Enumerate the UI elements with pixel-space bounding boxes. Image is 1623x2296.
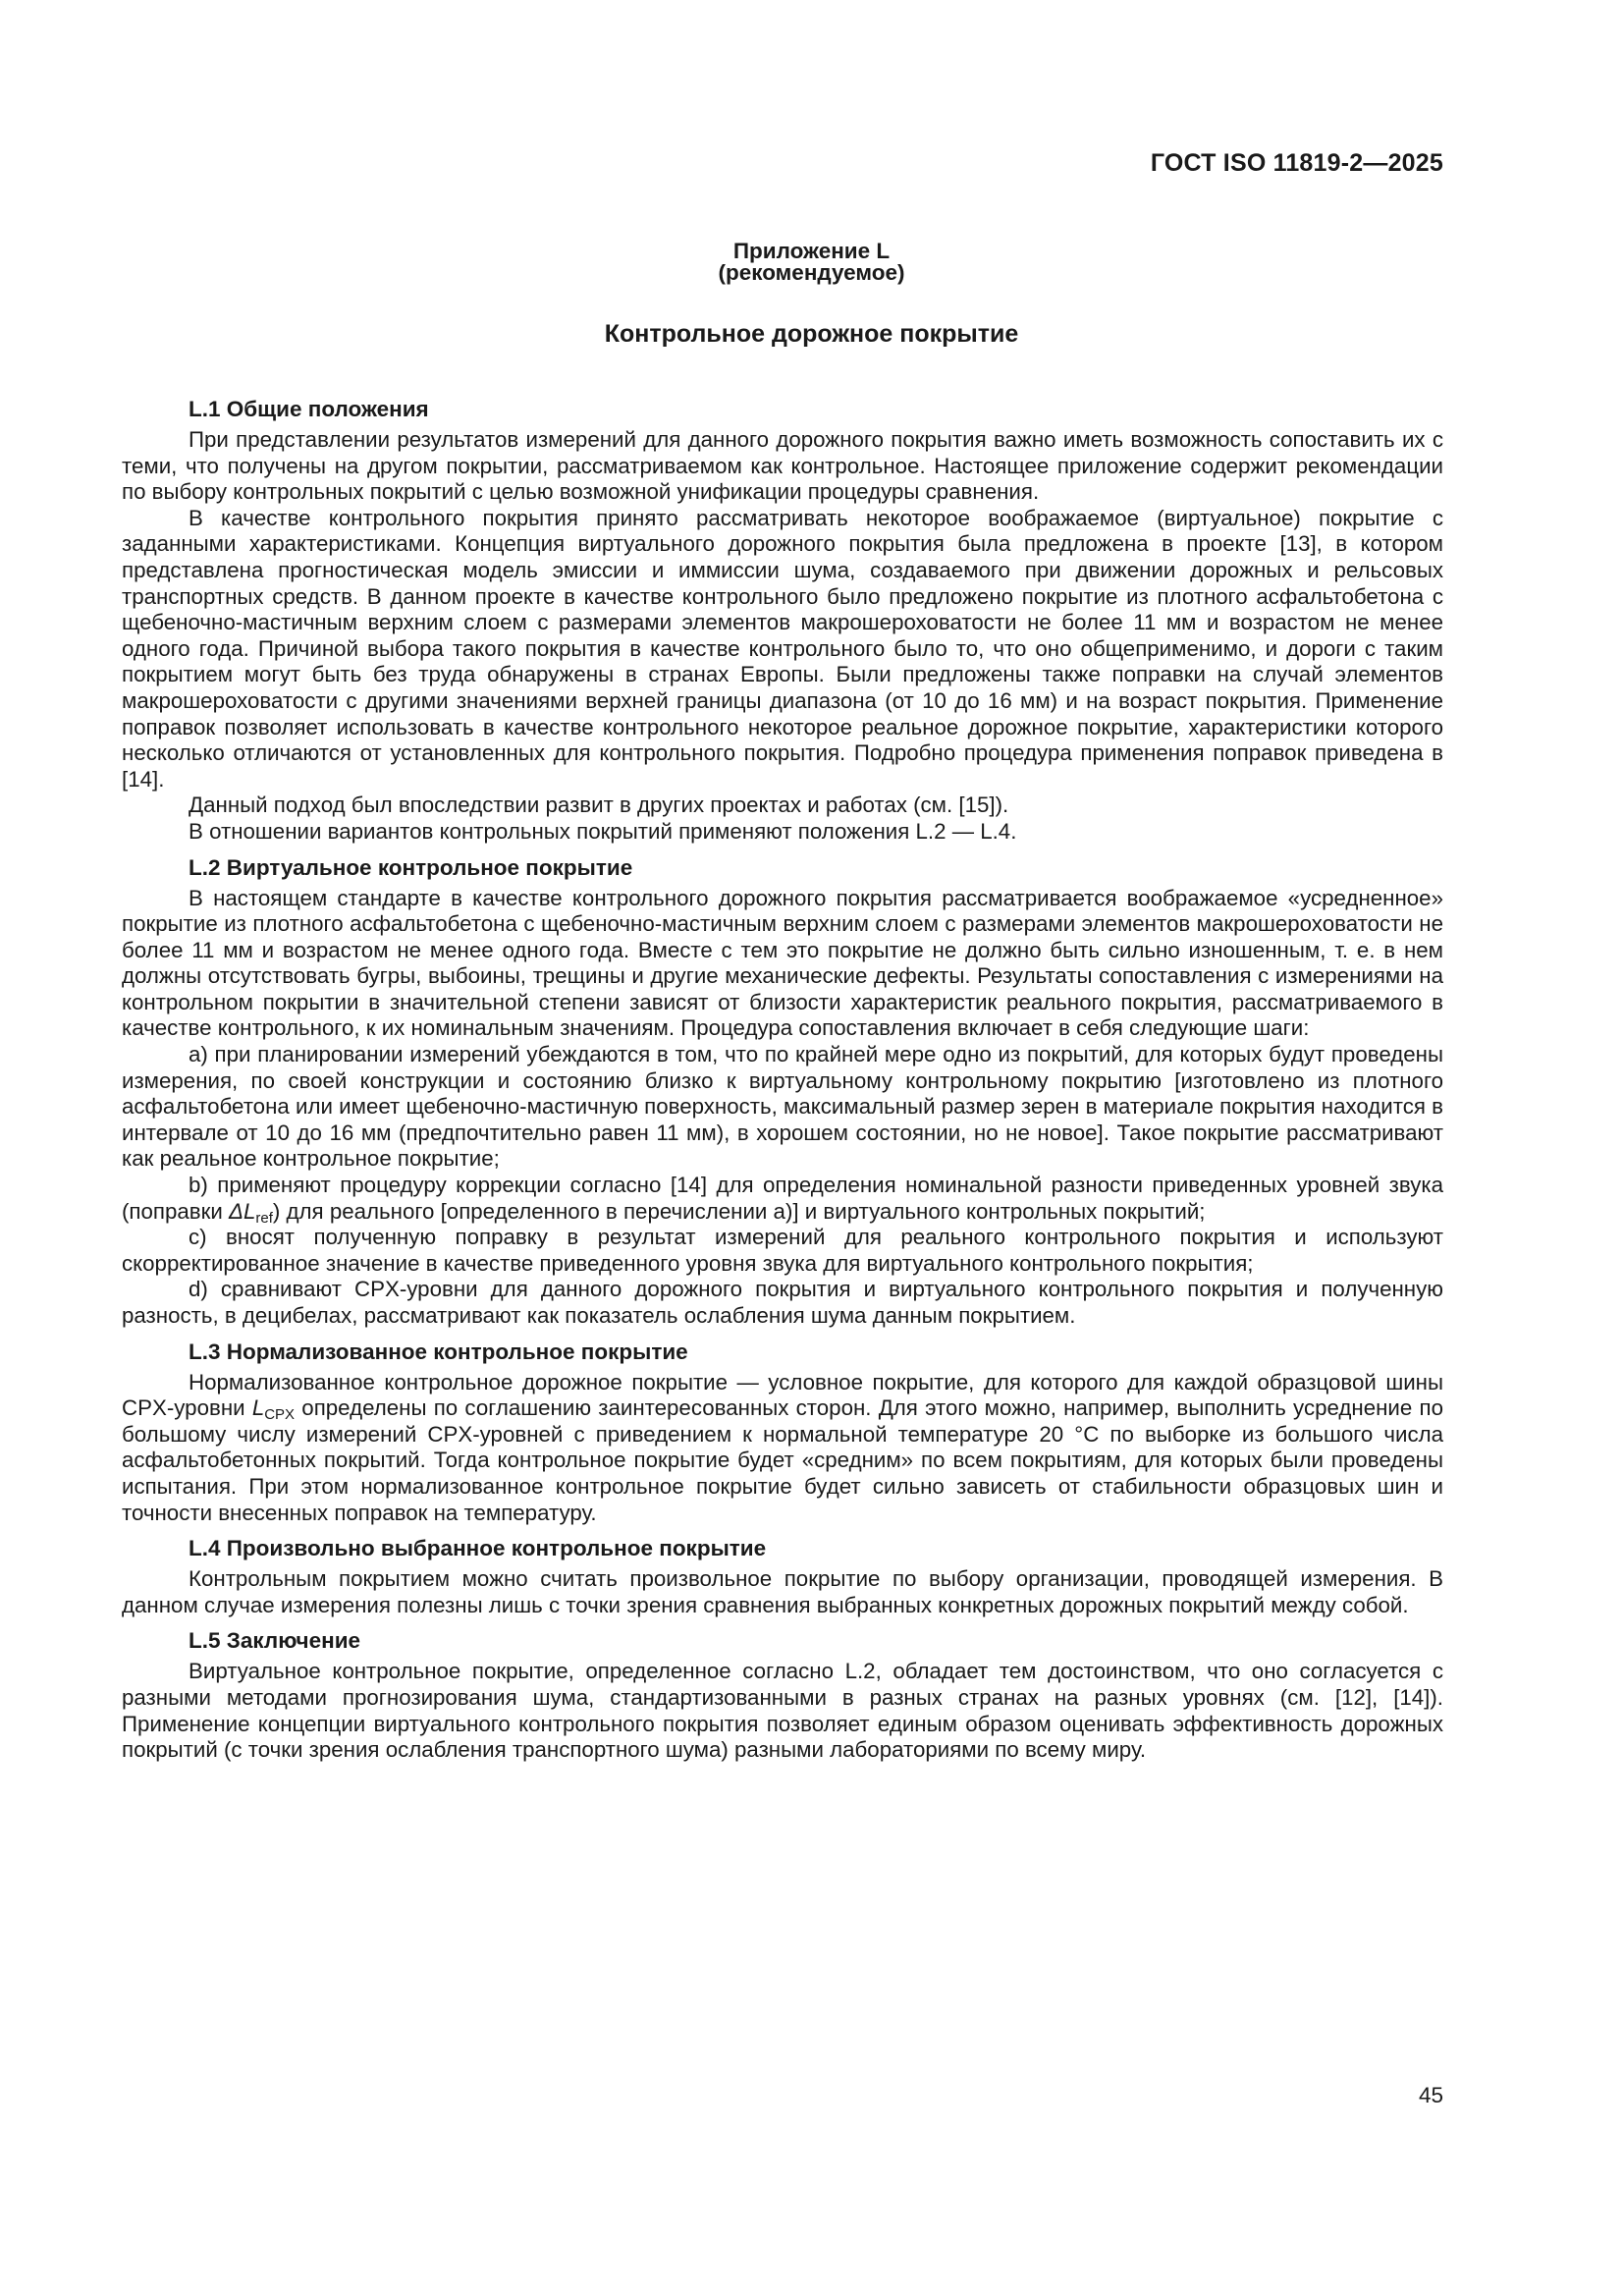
symbol-subscript: ref (255, 1209, 273, 1227)
body-text (122, 397, 1443, 1774)
text-run: Нормализованное контрольное дорожное покрытие — условное покрытие, для которого для каждой образцовой шины CPX-уровни (122, 1369, 1443, 1421)
section-title: L.2 Виртуальное контрольное покрытие (189, 854, 633, 880)
list-item-a: a) при планировании измерений убеждаются в том, что по крайней мере одно из покрытий, для которых будут проведены измерения, по своей конструкции и состоянию близко к виртуальному контрольному покрытию [изготовлено из плотного асфальтобетона или имеет щебеночно-мастичную поверхность, максимальный размер зерен в материале покрытия находится в интервале от 10 до 16 мм (предпочтительно равен 11 мм), в хорошем состоянии, но не новое]. Такое покрытие рассматривают как реальное контрольное покрытие; (122, 1042, 1443, 1172)
paragraph: В настоящем стандарте в качестве контрольного дорожного покрытия рассматривается воображаемое «усредненное» покрытие из плотного асфальтобетона с щебеночно-мастичным верхним слоем с размерами элементов макрошероховатости не более 11 мм и возрастом не менее одного года. Вместе с тем это покрытие не должно быть сильно изношенным, т. е. в нем должны отсутствовать бугры, выбоины, трещины и другие механические дефекты. Результаты сопоставления с измерениями на контрольном покрытии в значительной степени зависят от близости характеристик реального покрытия, рассматриваемого в качестве контрольного, к их номинальным значениям. Процедура сопоставления включает в себя следующие шаги: (122, 885, 1443, 1041)
annex-title: Приложение L (732, 239, 891, 263)
section-l5 (122, 1628, 1443, 1763)
section-l4 (122, 1536, 1443, 1618)
paragraph: В качестве контрольного покрытия принято рассматривать некоторое воображаемое (виртуальное) покрытие с заданными характеристиками. Концепция виртуального дорожного покрытия была предложена в проекте [13], в котором представлена прогностическая модель эмиссии и иммиссии шума, создаваемого при движении дорожных и рельсовых транспортных средств. В данном проекте в качестве контрольного было предложено покрытие из плотного асфальтобетона с щебеночно-мастичным верхним слоем с размерами элементов макрошероховатости не более 11 мм и возрастом не менее одного года. Причиной выбора такого покрытия в качестве контрольного было то, что оно общеприменимо, и дороги с таким покрытием могут быть без труда обнаружены в странах Европы. Были предложены также поправки на случай элементов макрошероховатости с другими значениями верхней границы диапазона (от 10 до 16 мм) и на возраст покрытия. Применение поправок позволяет использовать в качестве контрольного некоторое реальное дорожное покрытие, характеристики которого несколько отличаются от установленных для контрольного покрытия. Подробно процедура применения поправок приведена в [14]. (122, 505, 1443, 792)
section-title: L.5 Заключение (189, 1628, 361, 1654)
text-run: b) применяют процедуру коррекции согласно [14] для определения номинальной разности приведенных уровней звука (поправки (122, 1173, 1443, 1224)
l-cpx-symbol: L (251, 1395, 265, 1421)
standard-code: ГОСТ ISO 11819-2—2025 (1150, 149, 1443, 177)
paragraph: Виртуальное контрольное покрытие, определенное согласно L.2, обладает тем достоинством, что оно согласуется с разными методами прогнозирования шума, стандартизованными в разных странах на разных уровнях (см. [12], [14]). Применение концепции виртуального контрольного покрытия позволяет единым образом оценивать эффективность дорожных покрытий (с точки зрения ослабления транспортного шума) разными лабораториями по всему миру. (122, 1659, 1443, 1763)
section-l1 (122, 397, 1443, 846)
list-item-b (122, 1173, 1443, 1225)
paragraph: В отношении вариантов контрольных покрытий применяют положения L.2 — L.4. (189, 818, 1017, 844)
section-title: L.3 Нормализованное контрольное покрытие (189, 1339, 688, 1364)
section-l3 (122, 1339, 1443, 1527)
symbol-subscript: CPX (264, 1406, 296, 1424)
delta-l-symbol: ΔL (229, 1198, 256, 1224)
section-title: L.4 Произвольно выбранное контрольное покрытие (189, 1536, 767, 1561)
paragraph: Контрольным покрытием можно считать произвольное покрытие по выбору организации, проводящей измерения. В данном случае измерения полезны лишь с точки зрения сравнения выбранных конкретных дорожных покрытий между собой. (122, 1566, 1443, 1617)
paragraph: При представлении результатов измерений для данного дорожного покрытия важно иметь возможность сопоставить их с теми, что получены на другом покрытии, рассматриваемом как контрольное. Настоящее приложение содержит рекомендации по выбору контрольных покрытий с целью возможной унификации процедуры сравнения. (122, 427, 1443, 505)
section-l2 (122, 855, 1443, 1330)
annex-status: (рекомендуемое) (718, 260, 905, 285)
page-number: 45 (1418, 2083, 1443, 2107)
paragraph: Данный подход был впоследствии развит в других проектах и работах (см. [15]). (189, 793, 1009, 818)
list-item-c: c) вносят полученную поправку в результат измерений для реального контрольного покрытия и используют скорректированное значение в качестве приведенного уровня звука для виртуального контрольного покрытия; (122, 1225, 1443, 1276)
annex-heading: Контрольное дорожное покрытие (604, 320, 1019, 348)
text-run: определены по соглашению заинтересованных сторон. Для этого можно, например, выполнить усреднение по большому числу измерений CPX-уровней с приведением к нормальной температуре 20 °С по выборке из большого числа асфальтобетонных покрытий. Тогда контрольное покрытие будет «средним» по всем покрытиям, для которых были проведены испытания. При этом нормализованное контрольное покрытие будет сильно зависеть от стабильности образцовых шин и точности внесенных поправок на температуру. (122, 1395, 1443, 1525)
paragraph (122, 1370, 1443, 1527)
text-run: ) для реального [определенного в перечислении а)] и виртуального контрольных покрытий; (272, 1198, 1206, 1224)
list-item-d: d) сравнивают CPX-уровни для данного дорожного покрытия и виртуального контрольного покрытия и полученную разность, в децибелах, рассматривают как показатель ослабления шума данным покрытием. (122, 1277, 1443, 1328)
section-title: L.1 Общие положения (189, 397, 429, 421)
